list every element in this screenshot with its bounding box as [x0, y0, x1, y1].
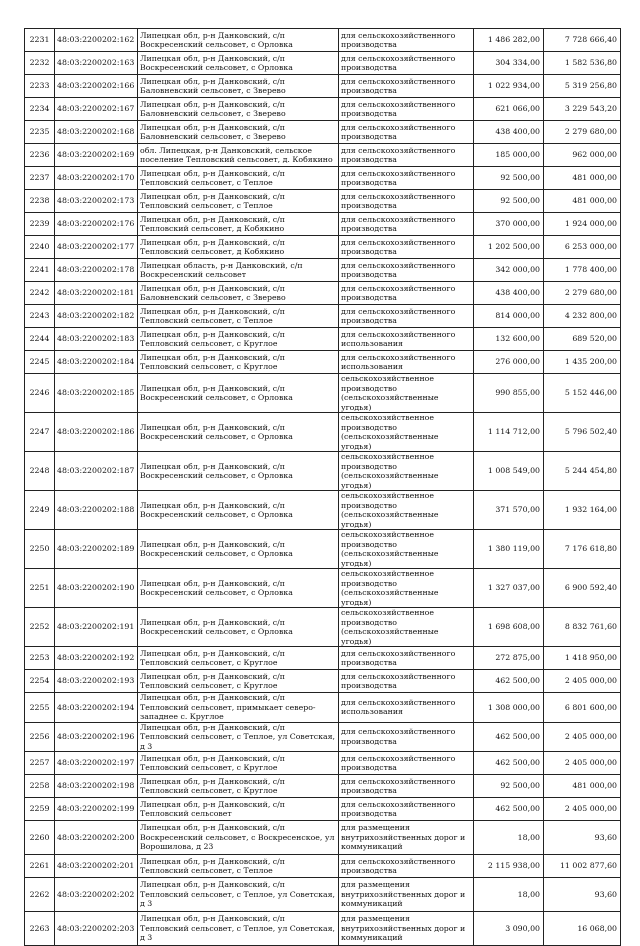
land-use-cell: для сельскохозяйственного производства — [339, 855, 474, 878]
address-cell: Липецкая обл, р-н Данковский, с/п Тепловский сельсовет, с Теплое, ул Советская, д 3 — [138, 722, 339, 752]
land-use-cell: для размещения внутрихозяйственных дорог и коммуникаций — [339, 878, 474, 912]
land-use-cell: для сельскохозяйственного производства — [339, 144, 474, 167]
land-use-cell: для сельскохозяйственного производства — [339, 670, 474, 693]
area-value-cell: 462 500,00 — [474, 798, 544, 821]
cadastral-number-cell: 48:03:2200202:169 — [55, 144, 138, 167]
area-value-cell: 1 308 000,00 — [474, 693, 544, 723]
address-cell: Липецкая обл, р-н Данковский, с/п Воскресенский сельсовет, с Орловка — [138, 491, 339, 530]
land-use-cell: сельскохозяйственное производство (сельскохозяйственные угодья) — [339, 452, 474, 491]
cadastral-number-cell: 48:03:2200202:188 — [55, 491, 138, 530]
address-cell: Липецкая обл, р-н Данковский, с/п Воскресенский сельсовет, с Орловка — [138, 52, 339, 75]
cost-value-cell: 1 418 950,00 — [544, 647, 621, 670]
land-use-cell: для размещения внутрихозяйственных дорог и коммуникаций — [339, 821, 474, 855]
cadastral-number-cell: 48:03:2200202:202 — [55, 878, 138, 912]
land-use-cell: для сельскохозяйственного производства — [339, 75, 474, 98]
area-value-cell: 1 486 282,00 — [474, 29, 544, 52]
land-use-cell: для сельскохозяйственного производства — [339, 121, 474, 144]
area-value-cell: 1 008 549,00 — [474, 452, 544, 491]
table-row — [25, 569, 621, 608]
area-value-cell: 990 855,00 — [474, 374, 544, 413]
cost-value-cell: 1 778 400,00 — [544, 259, 621, 282]
area-value-cell: 1 114 712,00 — [474, 413, 544, 452]
address-cell: Липецкая обл, р-н Данковский, с/п Воскресенский сельсовет, с Орловка — [138, 569, 339, 608]
cost-value-cell: 6 900 592,40 — [544, 569, 621, 608]
land-use-cell: для сельскохозяйственного использования — [339, 351, 474, 374]
table-row — [25, 912, 621, 946]
cost-value-cell: 11 002 877,60 — [544, 855, 621, 878]
cost-value-cell: 1 932 164,00 — [544, 491, 621, 530]
row-number-cell: 2244 — [25, 328, 55, 351]
row-number-cell: 2261 — [25, 855, 55, 878]
table-row — [25, 693, 621, 723]
cadastral-number-cell: 48:03:2200202:194 — [55, 693, 138, 723]
cost-value-cell: 2 405 000,00 — [544, 670, 621, 693]
area-value-cell: 276 000,00 — [474, 351, 544, 374]
land-use-cell: сельскохозяйственное производство (сельскохозяйственные угодья) — [339, 491, 474, 530]
cadastral-number-cell: 48:03:2200202:168 — [55, 121, 138, 144]
cadastral-number-cell: 48:03:2200202:189 — [55, 530, 138, 569]
area-value-cell: 185 000,00 — [474, 144, 544, 167]
cost-value-cell: 2 405 000,00 — [544, 752, 621, 775]
address-cell: Липецкая обл, р-н Данковский, с/п Воскресенский сельсовет, с Орловка — [138, 452, 339, 491]
table-row — [25, 374, 621, 413]
table-row — [25, 752, 621, 775]
area-value-cell: 1 698 608,00 — [474, 608, 544, 647]
row-number-cell: 2248 — [25, 452, 55, 491]
row-number-cell: 2256 — [25, 722, 55, 752]
row-number-cell: 2231 — [25, 29, 55, 52]
area-value-cell: 370 000,00 — [474, 213, 544, 236]
address-cell: Липецкая обл, р-н Данковский, с/п Тепловский сельсовет, д Кобякино — [138, 213, 339, 236]
address-cell: Липецкая обл, р-н Данковский, с/п Воскресенский сельсовет, с Орловка — [138, 608, 339, 647]
cadastral-number-cell: 48:03:2200202:186 — [55, 413, 138, 452]
land-use-cell: для сельскохозяйственного производства — [339, 98, 474, 121]
cost-value-cell: 4 232 800,00 — [544, 305, 621, 328]
cadastral-number-cell: 48:03:2200202:192 — [55, 647, 138, 670]
address-cell: Липецкая обл, р-н Данковский, с/п Воскресенский сельсовет, с Орловка — [138, 29, 339, 52]
address-cell: Липецкая обл, р-н Данковский, с/п Тепловский сельсовет, с Круглое — [138, 752, 339, 775]
table-row — [25, 647, 621, 670]
area-value-cell: 18,00 — [474, 821, 544, 855]
address-cell: Липецкая обл, р-н Данковский, с/п Воскресенский сельсовет, с Орловка — [138, 374, 339, 413]
cost-value-cell: 1 435 200,00 — [544, 351, 621, 374]
area-value-cell: 92 500,00 — [474, 167, 544, 190]
address-cell: Липецкая обл, р-н Данковский, с/п Тепловский сельсовет, с Круглое — [138, 328, 339, 351]
land-use-cell: сельскохозяйственное производство (сельскохозяйственные угодья) — [339, 530, 474, 569]
cost-value-cell: 962 000,00 — [544, 144, 621, 167]
area-value-cell: 2 115 938,00 — [474, 855, 544, 878]
cost-value-cell: 93,60 — [544, 821, 621, 855]
area-value-cell: 438 400,00 — [474, 121, 544, 144]
table-row — [25, 121, 621, 144]
address-cell: Липецкая обл, р-н Данковский, с/п Воскресенский сельсовет, с Орловка — [138, 530, 339, 569]
table-row — [25, 167, 621, 190]
cadastral-number-cell: 48:03:2200202:190 — [55, 569, 138, 608]
table-row — [25, 52, 621, 75]
land-use-cell: для сельскохозяйственного производства — [339, 259, 474, 282]
table-row — [25, 213, 621, 236]
address-cell: Липецкая обл, р-н Данковский, с/п Тепловский сельсовет — [138, 798, 339, 821]
land-use-cell: для сельскохозяйственного производства — [339, 775, 474, 798]
cost-value-cell: 481 000,00 — [544, 167, 621, 190]
land-use-cell: для сельскохозяйственного производства — [339, 798, 474, 821]
row-number-cell: 2233 — [25, 75, 55, 98]
cost-value-cell: 5 244 454,80 — [544, 452, 621, 491]
address-cell: Липецкая обл, р-н Данковский, с/п Тепловский сельсовет, с Теплое, ул Советская, д 3 — [138, 878, 339, 912]
row-number-cell: 2238 — [25, 190, 55, 213]
row-number-cell: 2258 — [25, 775, 55, 798]
table-row — [25, 259, 621, 282]
cadastral-number-cell: 48:03:2200202:198 — [55, 775, 138, 798]
area-value-cell: 1 327 037,00 — [474, 569, 544, 608]
land-use-cell: для сельскохозяйственного использования — [339, 693, 474, 723]
row-number-cell: 2251 — [25, 569, 55, 608]
table-row — [25, 328, 621, 351]
area-value-cell: 371 570,00 — [474, 491, 544, 530]
area-value-cell: 132 600,00 — [474, 328, 544, 351]
cost-value-cell: 481 000,00 — [544, 190, 621, 213]
row-number-cell: 2254 — [25, 670, 55, 693]
land-use-cell: сельскохозяйственное производство (сельскохозяйственные угодья) — [339, 608, 474, 647]
row-number-cell: 2262 — [25, 878, 55, 912]
cost-value-cell: 1 582 536,80 — [544, 52, 621, 75]
cadastral-number-cell: 48:03:2200202:193 — [55, 670, 138, 693]
address-cell: Липецкая обл, р-н Данковский, с/п Баловневский сельсовет, с Зверево — [138, 282, 339, 305]
cost-value-cell: 5 796 502,40 — [544, 413, 621, 452]
cadastral-number-cell: 48:03:2200202:170 — [55, 167, 138, 190]
address-cell: Липецкая обл, р-н Данковский, с/п Воскресенский сельсовет, с Орловка — [138, 413, 339, 452]
cost-value-cell: 7 176 618,80 — [544, 530, 621, 569]
cadastral-number-cell: 48:03:2200202:200 — [55, 821, 138, 855]
land-use-cell: сельскохозяйственное производство (сельскохозяйственные угодья) — [339, 413, 474, 452]
row-number-cell: 2246 — [25, 374, 55, 413]
cadastral-number-cell: 48:03:2200202:196 — [55, 722, 138, 752]
table-row — [25, 29, 621, 52]
table-row — [25, 491, 621, 530]
row-number-cell: 2247 — [25, 413, 55, 452]
cadastral-number-cell: 48:03:2200202:176 — [55, 213, 138, 236]
row-number-cell: 2252 — [25, 608, 55, 647]
cost-value-cell: 6 801 600,00 — [544, 693, 621, 723]
table-row — [25, 530, 621, 569]
area-value-cell: 1 380 119,00 — [474, 530, 544, 569]
address-cell: Липецкая обл, р-н Данковский, с/п Тепловский сельсовет, с Круглое — [138, 647, 339, 670]
row-number-cell: 2243 — [25, 305, 55, 328]
land-parcels-table — [24, 28, 621, 946]
table-row — [25, 190, 621, 213]
row-number-cell: 2245 — [25, 351, 55, 374]
land-use-cell: сельскохозяйственное производство (сельскохозяйственные угодья) — [339, 569, 474, 608]
cost-value-cell: 8 832 761,60 — [544, 608, 621, 647]
address-cell: Липецкая обл, р-н Данковский, с/п Тепловский сельсовет, с Теплое, ул Советская, д 3 — [138, 912, 339, 946]
cost-value-cell: 689 520,00 — [544, 328, 621, 351]
address-cell: Липецкая обл, р-н Данковский, с/п Тепловский сельсовет, с Круглое — [138, 775, 339, 798]
table-row — [25, 351, 621, 374]
row-number-cell: 2255 — [25, 693, 55, 723]
land-use-cell: для сельскохозяйственного производства — [339, 167, 474, 190]
cadastral-number-cell: 48:03:2200202:162 — [55, 29, 138, 52]
row-number-cell: 2240 — [25, 236, 55, 259]
cadastral-number-cell: 48:03:2200202:185 — [55, 374, 138, 413]
table-row — [25, 413, 621, 452]
cadastral-number-cell: 48:03:2200202:166 — [55, 75, 138, 98]
document-page — [24, 28, 620, 946]
address-cell: Липецкая обл, р-н Данковский, с/п Баловневский сельсовет, с Зверево — [138, 121, 339, 144]
row-number-cell: 2232 — [25, 52, 55, 75]
address-cell: Липецкая обл, р-н Данковский, с/п Тепловский сельсовет, д Кобякино — [138, 236, 339, 259]
cost-value-cell: 7 728 666,40 — [544, 29, 621, 52]
table-row — [25, 775, 621, 798]
table-row — [25, 821, 621, 855]
cadastral-number-cell: 48:03:2200202:203 — [55, 912, 138, 946]
address-cell: Липецкая обл, р-н Данковский, с/п Тепловский сельсовет, с Теплое — [138, 305, 339, 328]
table-row — [25, 98, 621, 121]
row-number-cell: 2237 — [25, 167, 55, 190]
cadastral-number-cell: 48:03:2200202:184 — [55, 351, 138, 374]
cadastral-number-cell: 48:03:2200202:201 — [55, 855, 138, 878]
area-value-cell: 621 066,00 — [474, 98, 544, 121]
cost-value-cell: 2 405 000,00 — [544, 798, 621, 821]
row-number-cell: 2257 — [25, 752, 55, 775]
cost-value-cell: 5 319 256,80 — [544, 75, 621, 98]
area-value-cell: 3 090,00 — [474, 912, 544, 946]
land-use-cell: для сельскохозяйственного производства — [339, 213, 474, 236]
cost-value-cell: 6 253 000,00 — [544, 236, 621, 259]
table-row — [25, 282, 621, 305]
cost-value-cell: 2 405 000,00 — [544, 722, 621, 752]
land-use-cell: для сельскохозяйственного производства — [339, 29, 474, 52]
land-use-cell: сельскохозяйственное производство (сельскохозяйственные угодья) — [339, 374, 474, 413]
land-use-cell: для сельскохозяйственного производства — [339, 647, 474, 670]
area-value-cell: 1 202 500,00 — [474, 236, 544, 259]
address-cell: Липецкая область, р-н Данковский, с/п Воскресенский сельсовет — [138, 259, 339, 282]
cost-value-cell: 3 229 543,20 — [544, 98, 621, 121]
area-value-cell: 814 000,00 — [474, 305, 544, 328]
row-number-cell: 2234 — [25, 98, 55, 121]
row-number-cell: 2241 — [25, 259, 55, 282]
row-number-cell: 2250 — [25, 530, 55, 569]
cadastral-number-cell: 48:03:2200202:163 — [55, 52, 138, 75]
area-value-cell: 92 500,00 — [474, 775, 544, 798]
area-value-cell: 1 022 934,00 — [474, 75, 544, 98]
address-cell: Липецкая обл, р-н Данковский, с/п Тепловский сельсовет, с Теплое — [138, 855, 339, 878]
table-row — [25, 670, 621, 693]
cadastral-number-cell: 48:03:2200202:178 — [55, 259, 138, 282]
cadastral-number-cell: 48:03:2200202:181 — [55, 282, 138, 305]
address-cell: Липецкая обл, р-н Данковский, с/п Тепловский сельсовет, примыкает северо-западнее с. Круглое — [138, 693, 339, 723]
area-value-cell: 342 000,00 — [474, 259, 544, 282]
cost-value-cell: 2 279 680,00 — [544, 121, 621, 144]
table-body — [25, 29, 621, 946]
row-number-cell: 2253 — [25, 647, 55, 670]
table-row — [25, 878, 621, 912]
table-row — [25, 452, 621, 491]
address-cell: Липецкая обл, р-н Данковский, с/п Баловневский сельсовет, с Зверево — [138, 98, 339, 121]
table-row — [25, 236, 621, 259]
row-number-cell: 2260 — [25, 821, 55, 855]
land-use-cell: для сельскохозяйственного производства — [339, 236, 474, 259]
row-number-cell: 2263 — [25, 912, 55, 946]
row-number-cell: 2249 — [25, 491, 55, 530]
cost-value-cell: 481 000,00 — [544, 775, 621, 798]
land-use-cell: для размещения внутрихозяйственных дорог и коммуникаций — [339, 912, 474, 946]
area-value-cell: 462 500,00 — [474, 752, 544, 775]
area-value-cell: 272 875,00 — [474, 647, 544, 670]
land-use-cell: для сельскохозяйственного производства — [339, 282, 474, 305]
cost-value-cell: 5 152 446,00 — [544, 374, 621, 413]
address-cell: Липецкая обл, р-н Данковский, с/п Тепловский сельсовет, с Круглое — [138, 670, 339, 693]
land-use-cell: для сельскохозяйственного производства — [339, 305, 474, 328]
cadastral-number-cell: 48:03:2200202:173 — [55, 190, 138, 213]
area-value-cell: 438 400,00 — [474, 282, 544, 305]
cadastral-number-cell: 48:03:2200202:167 — [55, 98, 138, 121]
cadastral-number-cell: 48:03:2200202:183 — [55, 328, 138, 351]
cadastral-number-cell: 48:03:2200202:187 — [55, 452, 138, 491]
cadastral-number-cell: 48:03:2200202:199 — [55, 798, 138, 821]
row-number-cell: 2259 — [25, 798, 55, 821]
address-cell: обл. Липецкая, р-н Данковский, сельское поселение Тепловский сельсовет, д. Кобякино — [138, 144, 339, 167]
table-row — [25, 608, 621, 647]
land-use-cell: для сельскохозяйственного производства — [339, 190, 474, 213]
table-row — [25, 855, 621, 878]
table-row — [25, 798, 621, 821]
address-cell: Липецкая обл, р-н Данковский, с/п Воскресенский сельсовет, с Воскресенское, ул Ворошилова, д 23 — [138, 821, 339, 855]
table-row — [25, 144, 621, 167]
row-number-cell: 2236 — [25, 144, 55, 167]
address-cell: Липецкая обл, р-н Данковский, с/п Тепловский сельсовет, с Теплое — [138, 190, 339, 213]
cost-value-cell: 2 279 680,00 — [544, 282, 621, 305]
cadastral-number-cell: 48:03:2200202:177 — [55, 236, 138, 259]
address-cell: Липецкая обл, р-н Данковский, с/п Тепловский сельсовет, с Теплое — [138, 167, 339, 190]
cadastral-number-cell: 48:03:2200202:182 — [55, 305, 138, 328]
cost-value-cell: 93,60 — [544, 878, 621, 912]
row-number-cell: 2235 — [25, 121, 55, 144]
area-value-cell: 304 334,00 — [474, 52, 544, 75]
table-row — [25, 75, 621, 98]
cadastral-number-cell: 48:03:2200202:191 — [55, 608, 138, 647]
area-value-cell: 462 500,00 — [474, 670, 544, 693]
cadastral-number-cell: 48:03:2200202:197 — [55, 752, 138, 775]
table-row — [25, 305, 621, 328]
land-use-cell: для сельскохозяйственного производства — [339, 52, 474, 75]
cost-value-cell: 1 924 000,00 — [544, 213, 621, 236]
address-cell: Липецкая обл, р-н Данковский, с/п Тепловский сельсовет, с Круглое — [138, 351, 339, 374]
area-value-cell: 18,00 — [474, 878, 544, 912]
land-use-cell: для сельскохозяйственного использования — [339, 328, 474, 351]
area-value-cell: 92 500,00 — [474, 190, 544, 213]
area-value-cell: 462 500,00 — [474, 722, 544, 752]
land-use-cell: для сельскохозяйственного производства — [339, 722, 474, 752]
row-number-cell: 2239 — [25, 213, 55, 236]
row-number-cell: 2242 — [25, 282, 55, 305]
address-cell: Липецкая обл, р-н Данковский, с/п Баловневский сельсовет, с Зверево — [138, 75, 339, 98]
land-use-cell: для сельскохозяйственного производства — [339, 752, 474, 775]
cost-value-cell: 16 068,00 — [544, 912, 621, 946]
table-row — [25, 722, 621, 752]
